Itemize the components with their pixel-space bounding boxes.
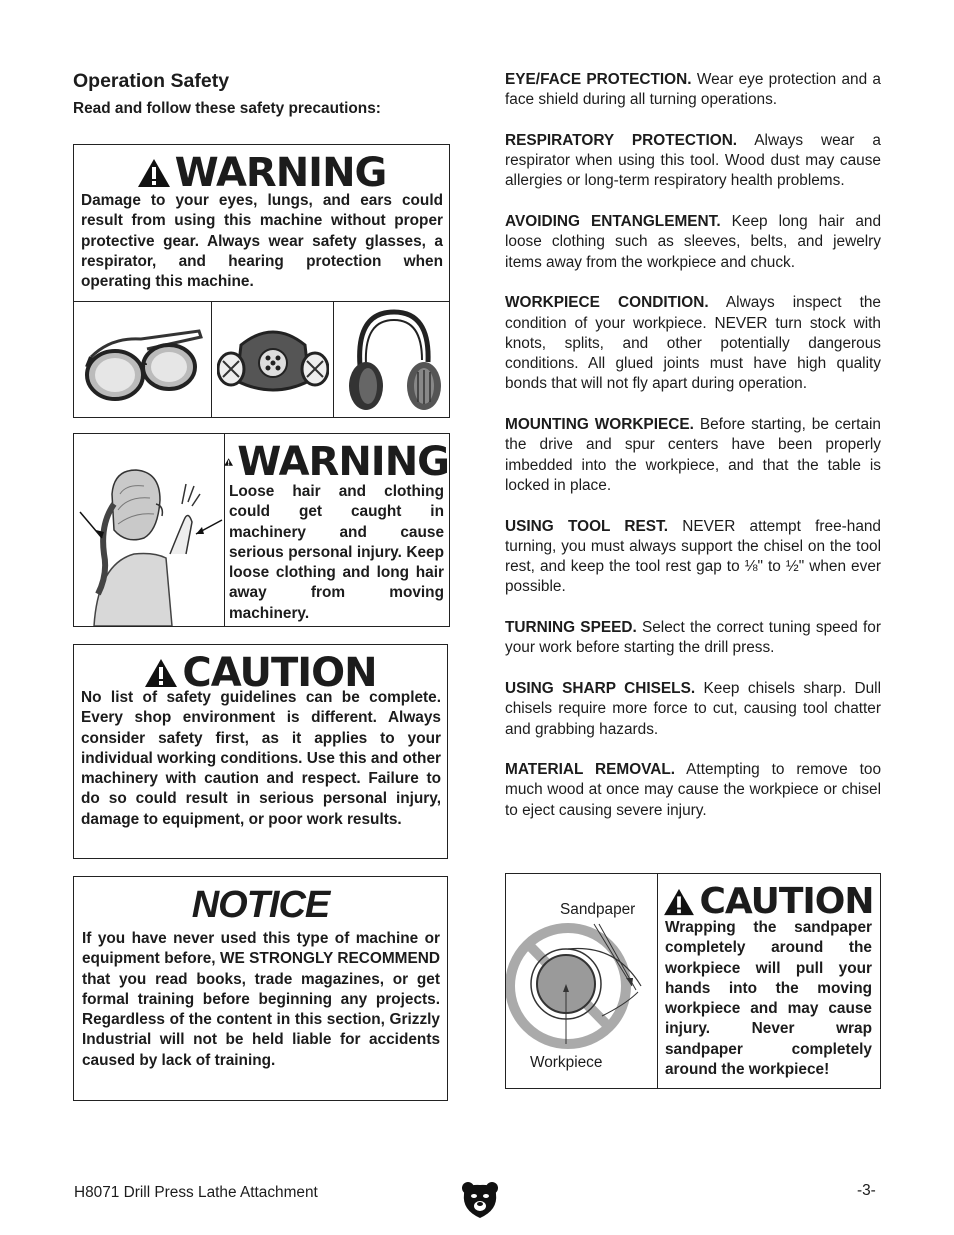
long-hair-illustration — [74, 434, 224, 626]
respirator-panel — [212, 302, 334, 417]
caution-label: CAUTION — [182, 650, 377, 696]
rule-using-tool-rest: USING TOOL REST. NEVER attempt free-hand turning, you must always support the chisel on the tool rest, and keep the tool rest gap to ⅛" to ½" when ever possible. — [505, 517, 881, 596]
sandpaper-diagram-panel — [506, 874, 658, 1088]
warning-text: Loose hair and clothing could get caught in machinery and cause serious personal injury. Keep loose clothing and long hair away from moving machinery. — [229, 483, 444, 622]
rule-mounting-workpiece: MOUNTING WORKPIECE. Before starting, be certain the drive and spur centers have been properly imbedded into the workpiece, and that the table is locked in place. — [505, 416, 881, 494]
warning-triangle-icon — [144, 658, 178, 688]
sandpaper-label: Sandpaper — [560, 901, 636, 918]
safety-glasses-panel — [74, 302, 212, 417]
footer-model: H8071 Drill Press Lathe Attachment — [74, 1184, 318, 1201]
caution-label: CAUTION — [699, 881, 874, 922]
rule-workpiece-condition: WORKPIECE CONDITION. Always inspect the condition of your workpiece. NEVER turn stock with knots, splits, and other potentially dangerous conditions. All glued joints must have high quality bonds that will not fly apart during operation. — [505, 294, 881, 393]
respirator-icon — [217, 325, 329, 395]
hair-illustration-panel — [74, 434, 225, 626]
rule-avoiding-entanglement: AVOIDING ENTANGLEMENT. Keep long hair and loose clothing such as sleeves, belts, and jewelry items away from the workpiece and chuck. — [505, 213, 881, 271]
notice-label: NOTICE — [191, 884, 330, 926]
rule-turning-speed: TURNING SPEED. Select the correct tuning speed for your work before starting the drill press. — [505, 619, 881, 657]
caution-text: Wrapping the sandpaper completely around the workpiece will pull your hands into the moving workpiece and may cause injury. Never wrap sandpaper completely around the workpiece! — [665, 919, 872, 1079]
rule-material-removal: MATERIAL REMOVAL. Attempting to remove too much wood at once may cause the workpiece or chisel to eject causing severe injury. — [505, 761, 881, 819]
rule-using-sharp-chisels: USING SHARP CHISELS. Keep chisels sharp. Dull chisels require more force to cut, causing tool chatter and grabbing hazards. — [505, 679, 882, 738]
section-title: Operation Safety — [73, 70, 230, 92]
safety-glasses-icon — [81, 317, 205, 403]
warning-triangle-icon — [137, 158, 171, 188]
warning-label: WARNING — [237, 439, 449, 485]
rule-respiratory-protection: RESPIRATORY PROTECTION. Always wear a respirator when using this tool. Wood dust may cause allergies or long-term respiratory health problems. — [505, 131, 881, 190]
caution-box-general — [73, 644, 448, 859]
notice-box — [73, 876, 448, 1101]
caution-text: No list of safety guidelines can be complete. Every shop environment is different. Always consider safety first, as it applies to your individual working conditions. Use this and other machinery with caution and respect. Failure to do so could result in serious personal injury, damage to equipment, or poor work results. — [81, 689, 441, 828]
section-intro: Read and follow these safety precautions: — [73, 100, 381, 117]
caution-box-sandpaper — [505, 873, 881, 1089]
warning-triangle-icon — [224, 447, 233, 477]
warning-triangle-icon — [663, 888, 695, 916]
warning-box-entanglement — [73, 433, 450, 627]
warning-box-protective-gear — [73, 144, 450, 418]
footer-page-number: -3- — [857, 1182, 876, 1199]
safety-rules-list — [505, 70, 881, 821]
warning-text: Damage to your eyes, lungs, and ears could result from using this machine without proper protective gear. Always wear safety glasses, a respirator, and hearing protection when operating this machine. — [81, 192, 443, 291]
notice-text: If you have never used this type of machine or equipment before, WE STRONGLY RECOMMEND that you read books, trade magazines, or get formal training before beginning any projects. Regardless of the content in this section, Grizzly Industrial will not be held liable for accidents caused by lack of training. — [82, 930, 440, 1069]
warning-header — [224, 436, 449, 488]
ppe-images — [74, 301, 449, 417]
grizzly-bear-logo-icon — [460, 1180, 500, 1220]
prohibited-wrap-diagram — [506, 874, 657, 1088]
ear-muffs-icon — [338, 306, 446, 414]
warning-label: WARNING — [174, 150, 387, 196]
notice-header — [74, 876, 447, 934]
ear-muffs-panel — [334, 302, 449, 417]
rule-eye-face-protection: EYE/FACE PROTECTION. Wear eye protection and a face shield during all turning operations. — [505, 71, 881, 109]
workpiece-label: Workpiece — [530, 1054, 603, 1071]
